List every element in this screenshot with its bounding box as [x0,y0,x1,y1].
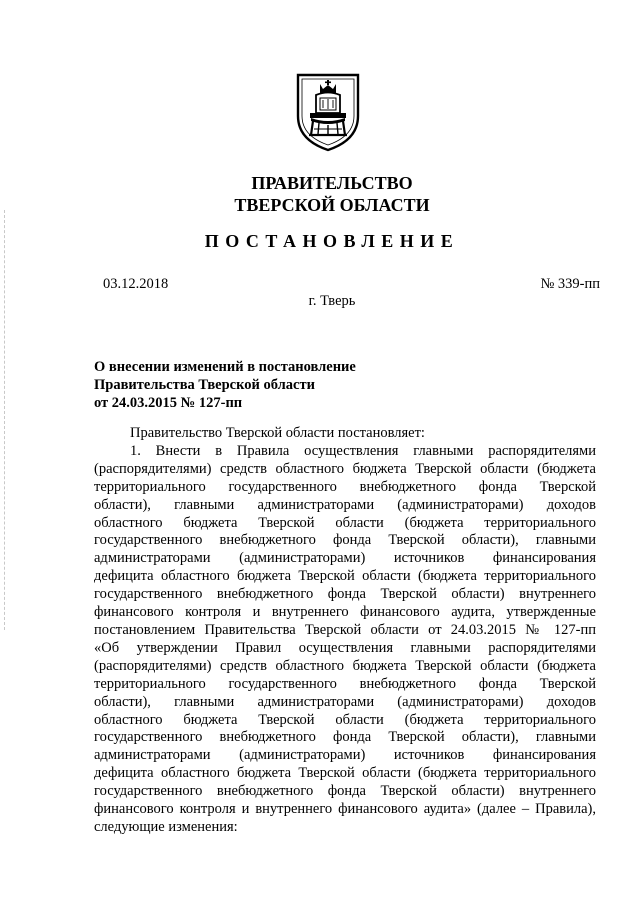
document-date: 03.12.2018 [103,276,169,292]
body-line: администраторами (администраторами) источников финансирования [94,747,596,764]
document-type: ПОСТАНОВЛЕНИЕ [204,231,460,251]
body-line: территориального государственного внебюджетного фонда Тверской [94,675,596,692]
body-line: дефицита областного бюджета Тверской области (бюджета территориального [94,765,596,782]
body-line: «Об утверждении Правил осуществления главными распорядителями [94,639,596,656]
subject-line: от 24.03.2015 № 127-пп [94,395,243,411]
body-line: (распорядителями) средств областного бюджета Тверской области (бюджета [94,657,596,674]
body-line: государственного внебюджетного фонда Тверской области) внутреннего [94,783,596,800]
body-line: (распорядителями) средств областного бюджета Тверской области (бюджета [94,460,596,477]
document-body [94,425,596,837]
body-line: 1. Внести в Правила осуществления главными распорядителями [130,442,596,459]
body-line: государственного внебюджетного фонда Тверской области), главными [94,532,596,549]
body-line: государственного внебюджетного фонда Тверской области), главными [94,729,596,746]
body-line: финансового контроля и внутреннего финансового аудита, утвержденные [94,604,596,621]
document-city: г. Тверь [308,293,356,309]
body-line: областного бюджета Тверской области (бюджета территориального [94,514,596,531]
body-line: области), главными администраторами (администраторами) доходов [94,693,596,710]
document-subject [94,358,356,412]
scan-edge-marks [4,210,6,630]
body-line: территориального государственного внебюджетного фонда Тверской [94,478,596,495]
body-line: постановлением Правительства Тверской области от 24.03.2015 № 127-пп [94,621,596,638]
subject-line: Правительства Тверской области [94,377,315,393]
body-line: финансового контроля и внутреннего финансового аудита» (далее – Правила), [94,801,596,818]
organization-name-line2: ТВЕРСКОЙ ОБЛАСТИ [234,195,430,215]
body-line: государственного внебюджетного фонда Тверской области) внутреннего [94,586,596,603]
body-line: администраторами (администраторами) источников финансирования [94,550,596,567]
body-line: областного бюджета Тверской области (бюджета территориального [94,711,596,728]
tver-coat-of-arms-icon [294,72,362,152]
body-line: дефицита областного бюджета Тверской области (бюджета территориального [94,568,596,585]
body-line: области), главными администраторами (администраторами) доходов [94,496,596,513]
organization-name-line1: ПРАВИТЕЛЬСТВО [251,173,413,193]
document-number: № 339-пп [540,276,600,292]
preamble: Правительство Тверской области постановляет: [130,425,425,441]
subject-line: О внесении изменений в постановление [94,359,356,375]
body-line: следующие изменения: [94,818,238,835]
